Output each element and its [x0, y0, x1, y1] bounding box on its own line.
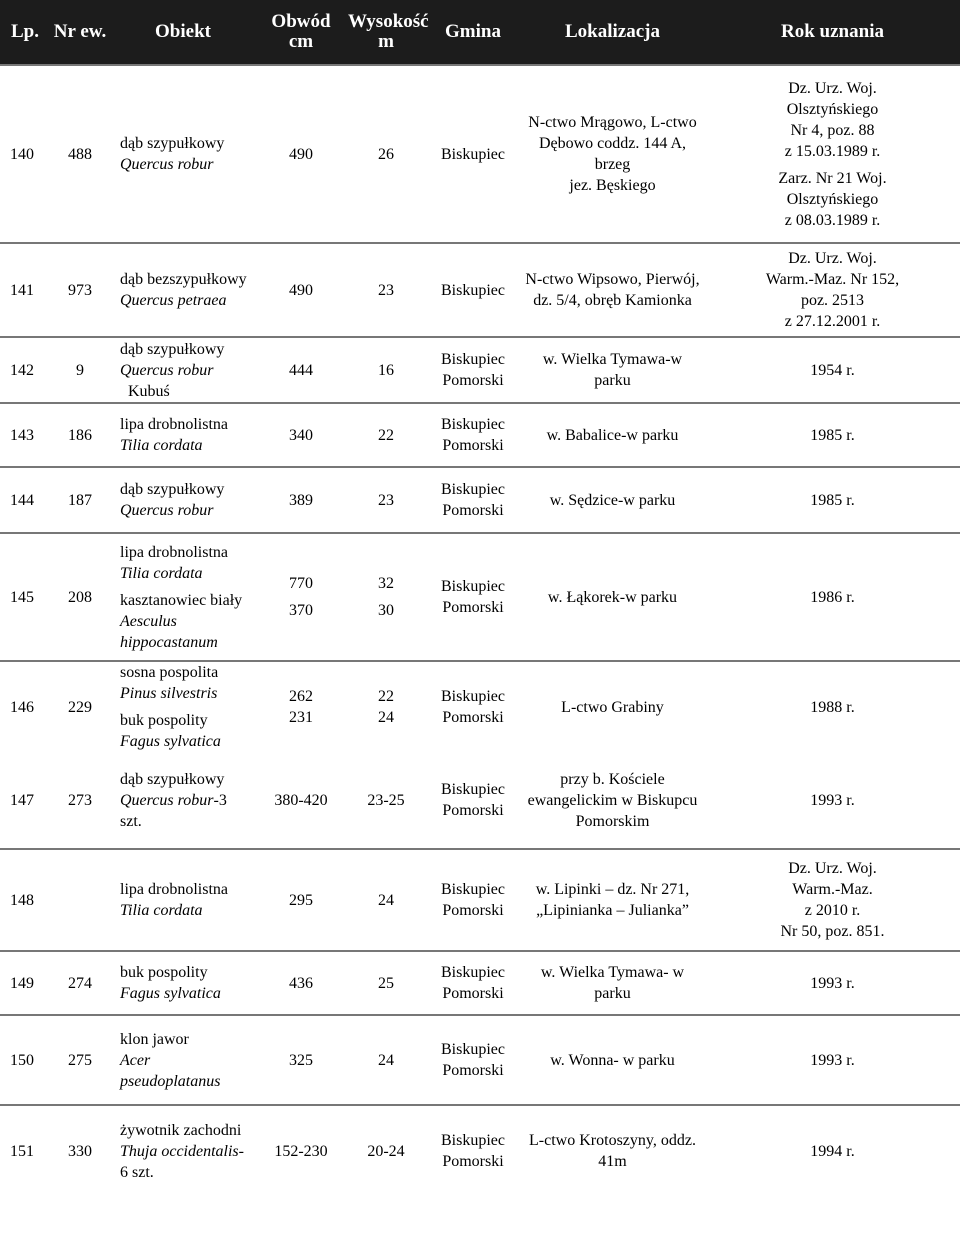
header-obiekt: Obiekt: [110, 0, 256, 65]
table-body: [0, 65, 960, 1196]
rok-line: Warm.-Maz. Nr 152,: [765, 271, 900, 288]
rok-line: Dz. Urz. Woj.: [788, 250, 877, 267]
cell-gmina: [426, 533, 520, 661]
cell-lokalizacja: [520, 243, 705, 337]
lokalizacja-line: L-ctwo Grabiny: [561, 698, 664, 716]
header-gmina: Gmina: [426, 0, 520, 65]
wysokosc-value: 24: [378, 1051, 394, 1069]
cell-nr-ew: 275: [50, 1015, 110, 1105]
cell-gmina: [426, 467, 520, 533]
rok-line: Dz. Urz. Woj.: [788, 860, 877, 877]
lokalizacja-line: Dębowo coddz. 144 A, brzeg: [538, 135, 687, 173]
species-name: dąb szypułkowy: [120, 481, 225, 498]
cell-obwod: [256, 533, 346, 661]
rok-line: 1954 r.: [810, 361, 855, 379]
cell-nr-ew: 208: [50, 533, 110, 661]
cell-nr-ew: 273: [50, 752, 110, 849]
rok-line: 1985 r.: [810, 426, 855, 444]
cell-obwod: [256, 243, 346, 337]
cell-nr-ew: 488: [50, 65, 110, 243]
cell-obiekt: [110, 533, 256, 661]
cell-lokalizacja: [520, 1105, 705, 1196]
lokalizacja-line: Pomorskim: [575, 812, 650, 830]
lokalizacja-line: jez. Bęskiego: [569, 177, 656, 194]
lokalizacja-line: L-ctwo Krotoszyny, oddz.: [529, 1132, 696, 1149]
gmina-line: Pomorski: [442, 372, 504, 389]
species-latin: Quercus petraea: [120, 292, 227, 309]
rok-line: 1985 r.: [810, 491, 855, 509]
cell-lokalizacja: [520, 533, 705, 661]
cell-rok-uznania: [705, 752, 960, 849]
species-name: dąb szypułkowy: [120, 770, 225, 788]
species-latin: Thuja occidentalis: [120, 1142, 239, 1160]
gmina-line: Biskupiec: [441, 145, 505, 163]
cell-obwod: [256, 65, 346, 243]
rok-line: z 15.03.1989 r.: [784, 142, 881, 160]
cell-obiekt: [110, 752, 256, 849]
gmina-line: Biskupiec: [441, 481, 505, 498]
gmina-line: Pomorski: [442, 1062, 504, 1079]
species-name: sosna pospolita: [120, 664, 219, 681]
cell-lokalizacja: [520, 467, 705, 533]
header-nr-ew: Nr ew.: [50, 0, 110, 65]
cell-gmina: [426, 951, 520, 1015]
gmina-line: Pomorski: [442, 902, 504, 919]
species-latin: Tilia cordata: [120, 902, 203, 919]
cell-gmina: [426, 337, 520, 403]
cell-wysokosc: [346, 752, 426, 849]
table-row: [0, 1105, 960, 1196]
species-latin: Tilia cordata: [120, 564, 203, 582]
lokalizacja-line: w. Sędzice-w parku: [549, 491, 676, 509]
cell-rok-uznania: [705, 951, 960, 1015]
obwod-value: 231: [289, 709, 313, 726]
cell-obwod: [256, 1105, 346, 1196]
cell-obwod: [256, 403, 346, 467]
header-obwod: Obwód cm: [256, 0, 346, 65]
lokalizacja-line: N-ctwo Mrągowo, L-ctwo: [528, 114, 697, 131]
rok-line: z 27.12.2001 r.: [784, 313, 881, 330]
obwod-value: 389: [289, 491, 313, 509]
table-row: [0, 337, 960, 403]
cell-lp: 146: [10, 698, 34, 716]
cell-obiekt: [110, 1015, 256, 1105]
cell-rok-uznania: [705, 661, 960, 752]
cell-gmina: [426, 65, 520, 243]
species-name: buk pospolity: [120, 712, 208, 729]
table-row: [0, 533, 960, 661]
wysokosc-value: 23: [378, 491, 394, 509]
cell-nr-ew: 229: [68, 698, 92, 716]
rok-line: Zarz. Nr 21 Woj.: [778, 169, 887, 187]
gmina-line: Biskupiec: [441, 688, 505, 705]
gmina-line: Pomorski: [442, 437, 504, 454]
cell-gmina: [426, 849, 520, 951]
species-count-tail: szt.: [120, 812, 142, 830]
species-latin: Quercus robur: [120, 791, 214, 809]
species-name: dąb szypułkowy: [120, 135, 225, 152]
cell-nr-ew: 9: [50, 337, 110, 403]
cell-wysokosc: [346, 1015, 426, 1105]
species-latin: Aesculus hippocastanum: [120, 612, 218, 651]
wysokosc-value: 23: [378, 281, 394, 299]
obwod-value: 380-420: [274, 791, 328, 809]
cell-wysokosc: [346, 661, 426, 752]
table-row: [0, 467, 960, 533]
rok-line: 1986 r.: [810, 588, 855, 606]
gmina-line: Biskupiec: [441, 781, 505, 798]
cell-lokalizacja: [520, 661, 705, 752]
cell-nr-ew: 973: [50, 243, 110, 337]
cell-nr-ew: 330: [68, 1142, 92, 1160]
rok-line: Olsztyńskiego: [786, 100, 879, 118]
gmina-line: Biskupiec: [441, 281, 505, 299]
gmina-line: Biskupiec: [441, 1132, 505, 1149]
cell-wysokosc: [346, 849, 426, 951]
lokalizacja-line: N-ctwo Wipsowo, Pierwój,: [525, 271, 700, 288]
rok-line: Dz. Urz. Woj.: [788, 79, 877, 97]
species-name: buk pospolity: [120, 964, 208, 981]
cell-nr-ew: 274: [50, 951, 110, 1015]
species-latin: Fagus sylvatica: [120, 733, 221, 750]
rok-line: 1993 r.: [810, 1051, 855, 1069]
cell-lp: 143: [0, 403, 50, 467]
species-latin: Pinus silvestris: [120, 685, 218, 702]
obwod-value: 490: [289, 281, 313, 299]
lokalizacja-line: w. Babalice-w parku: [546, 426, 679, 444]
cell-obwod: [256, 467, 346, 533]
wysokosc-value: 22: [378, 426, 394, 444]
cell-wysokosc: [346, 951, 426, 1015]
gmina-line: Biskupiec: [441, 416, 505, 433]
cell-obiekt: [110, 1105, 256, 1196]
wysokosc-value: 32: [378, 575, 394, 592]
rok-line: 1993 r.: [810, 791, 855, 809]
cell-lp: 144: [0, 467, 50, 533]
gmina-line: Biskupiec: [441, 578, 505, 595]
obwod-value: 295: [289, 891, 313, 909]
gmina-line: Biskupiec: [441, 881, 505, 898]
table-header-row: [0, 0, 960, 65]
obwod-value: 262: [289, 688, 313, 705]
cell-obwod: [256, 752, 346, 849]
lokalizacja-line: „Lipinianka – Julianka”: [536, 902, 689, 919]
table-row: [0, 403, 960, 467]
cell-rok-uznania: [705, 403, 960, 467]
lokalizacja-line: w. Łąkorek-w parku: [547, 588, 678, 606]
lokalizacja-line: w. Wonna- w parku: [550, 1051, 675, 1069]
gmina-line: Pomorski: [442, 502, 504, 519]
cell-lokalizacja: [520, 849, 705, 951]
species-latin: Fagus sylvatica: [120, 985, 221, 1002]
cell-lokalizacja: [520, 337, 705, 403]
obwod-value: 436: [289, 974, 313, 992]
cell-gmina: [426, 403, 520, 467]
wysokosc-value: 23-25: [367, 791, 405, 809]
wysokosc-value: 24: [378, 709, 394, 726]
gmina-line: Pomorski: [442, 1153, 504, 1170]
cell-lp: 150: [0, 1015, 50, 1105]
cell-gmina: [426, 661, 520, 752]
species-name: lipa drobnolistna: [120, 416, 228, 433]
cell-lokalizacja: [520, 951, 705, 1015]
cell-gmina: [426, 1015, 520, 1105]
species-latin-line: [120, 290, 252, 311]
cell-obiekt: [110, 467, 256, 533]
cell-obiekt: [110, 65, 256, 243]
rok-line: poz. 2513: [800, 292, 865, 309]
species-latin: Acer: [120, 1051, 151, 1069]
cell-obwod: [256, 337, 346, 403]
wysokosc-value: 24: [378, 891, 394, 909]
cell-lp: 140: [0, 65, 50, 243]
cell-obiekt: [110, 337, 256, 403]
obwod-value: 370: [289, 602, 313, 619]
cell-wysokosc: [346, 1105, 426, 1196]
cell-rok-uznania: [705, 1105, 960, 1196]
cell-obiekt: [110, 403, 256, 467]
species-name: klon jawor: [120, 1030, 189, 1048]
cell-rok-uznania: [705, 1015, 960, 1105]
cell-obiekt: [110, 849, 256, 951]
species-latin: Quercus robur: [120, 361, 214, 379]
rok-line: Olsztyńskiego: [786, 190, 879, 208]
cell-nr-ew: [50, 849, 110, 951]
obwod-value: 490: [289, 145, 313, 163]
species-name: żywotnik zachodni: [120, 1121, 242, 1139]
header-wysokosc: Wysokość m: [346, 0, 426, 65]
species-latin-line: [120, 1141, 252, 1162]
cell-lokalizacja: [520, 65, 705, 243]
species-name: dąb bezszypułkowy: [120, 271, 247, 288]
gmina-line: Pomorski: [442, 985, 504, 1002]
cell-wysokosc: [346, 403, 426, 467]
cell-rok-uznania: [705, 467, 960, 533]
cell-lokalizacja: [520, 752, 705, 849]
rok-line: z 2010 r.: [804, 902, 861, 919]
table-row: [0, 65, 960, 243]
species-latin-line: [120, 360, 252, 381]
obwod-value: 152-230: [274, 1142, 328, 1160]
rok-line: Warm.-Maz.: [792, 881, 873, 898]
header-rok-uznania: Rok uznania: [705, 0, 960, 65]
wysokosc-value: 20-24: [367, 1142, 405, 1160]
species-latin-line: [120, 435, 252, 456]
species-latin-line: [120, 790, 252, 811]
cell-obwod: [256, 661, 346, 752]
gmina-line: Pomorski: [442, 802, 504, 819]
cell-obwod: [256, 849, 346, 951]
gmina-line: Pomorski: [442, 709, 504, 726]
obwod-value: 340: [289, 426, 313, 444]
species-name: lipa drobnolistna: [120, 881, 228, 898]
cell-gmina: [426, 1105, 520, 1196]
table-row: [0, 661, 960, 752]
cell-lokalizacja: [520, 403, 705, 467]
species-latin-line: [120, 500, 252, 521]
species-count-tail: 6 szt.: [120, 1163, 154, 1181]
cell-lp: 145: [0, 533, 50, 661]
species-latin: Quercus robur: [120, 502, 214, 519]
cell-nr-ew: 186: [50, 403, 110, 467]
lokalizacja-line: w. Wielka Tymawa-w parku: [542, 351, 683, 389]
gmina-line: Biskupiec: [441, 351, 505, 368]
cell-wysokosc: [346, 533, 426, 661]
cell-obiekt: [110, 661, 256, 752]
obwod-value: 325: [289, 1051, 313, 1069]
wysokosc-value: 25: [378, 974, 394, 992]
table-row: [0, 752, 960, 849]
wysokosc-value: 16: [378, 361, 394, 379]
cell-lp: 147: [0, 752, 50, 849]
table-row: [0, 243, 960, 337]
cell-obiekt: [110, 243, 256, 337]
cell-lp: 148: [0, 849, 50, 951]
header-lp: Lp.: [0, 0, 50, 65]
cell-lp: 141: [0, 243, 50, 337]
species-latin-line: [120, 900, 252, 921]
gmina-line: Pomorski: [442, 599, 504, 616]
rok-line: 1994 r.: [810, 1142, 855, 1160]
species-latin-line: [120, 154, 252, 175]
rok-line: z 08.03.1989 r.: [784, 211, 881, 229]
cell-gmina: [426, 752, 520, 849]
lokalizacja-line: w. Lipinki – dz. Nr 271,: [535, 881, 690, 898]
obwod-value: 444: [289, 361, 313, 379]
cell-rok-uznania: [705, 533, 960, 661]
lokalizacja-line: przy b. Kościele: [560, 770, 665, 788]
cell-wysokosc: [346, 337, 426, 403]
tree-name: Kubuś: [120, 382, 170, 400]
cell-rok-uznania: [705, 337, 960, 403]
cell-obiekt: [110, 951, 256, 1015]
lokalizacja-line: ewangelickim w Biskupcu: [527, 791, 698, 809]
species-latin-line: [120, 1071, 252, 1092]
species-latin-line: [120, 983, 252, 1004]
rok-line: Nr 4, poz. 88: [790, 121, 875, 139]
cell-lp: 142: [0, 337, 50, 403]
cell-rok-uznania: [705, 849, 960, 951]
cell-wysokosc: [346, 65, 426, 243]
cell-obwod: [256, 951, 346, 1015]
wysokosc-value: 22: [378, 688, 394, 705]
table-row: [0, 1015, 960, 1105]
cell-lp: 149: [0, 951, 50, 1015]
cell-rok-uznania: [705, 243, 960, 337]
cell-rok-uznania: [705, 65, 960, 243]
table-row: [0, 849, 960, 951]
cell-gmina: [426, 243, 520, 337]
lokalizacja-line: w. Wielka Tymawa- w parku: [540, 964, 685, 1002]
header-lokalizacja: Lokalizacja: [520, 0, 705, 65]
table-row: [0, 951, 960, 1015]
cell-wysokosc: [346, 467, 426, 533]
gmina-line: Biskupiec: [441, 1041, 505, 1058]
gmina-line: Biskupiec: [441, 964, 505, 981]
species-count: -3: [213, 791, 227, 809]
obwod-value: 770: [289, 575, 313, 592]
cell-lokalizacja: [520, 1015, 705, 1105]
cell-nr-ew: 187: [50, 467, 110, 533]
species-latin-line: [120, 1050, 252, 1071]
species-latin: pseudoplatanus: [120, 1072, 221, 1090]
species-latin: Tilia cordata: [120, 437, 203, 454]
species-name: dąb szypułkowy: [120, 340, 225, 358]
species-count: -: [238, 1142, 244, 1160]
rok-line: Nr 50, poz. 851.: [780, 923, 885, 940]
cell-lp: 151: [10, 1142, 34, 1160]
wysokosc-value: 30: [378, 602, 394, 619]
species-name: kasztanowiec biały: [120, 591, 243, 609]
rok-line: 1993 r.: [810, 974, 855, 992]
cell-obwod: [256, 1015, 346, 1105]
wysokosc-value: 26: [378, 145, 394, 163]
species-name: lipa drobnolistna: [120, 543, 228, 561]
lokalizacja-line: dz. 5/4, obręb Kamionka: [533, 292, 692, 309]
rok-line: 1988 r.: [810, 698, 855, 716]
cell-wysokosc: [346, 243, 426, 337]
lokalizacja-line: 41m: [598, 1153, 627, 1170]
species-latin: Quercus robur: [120, 156, 214, 173]
